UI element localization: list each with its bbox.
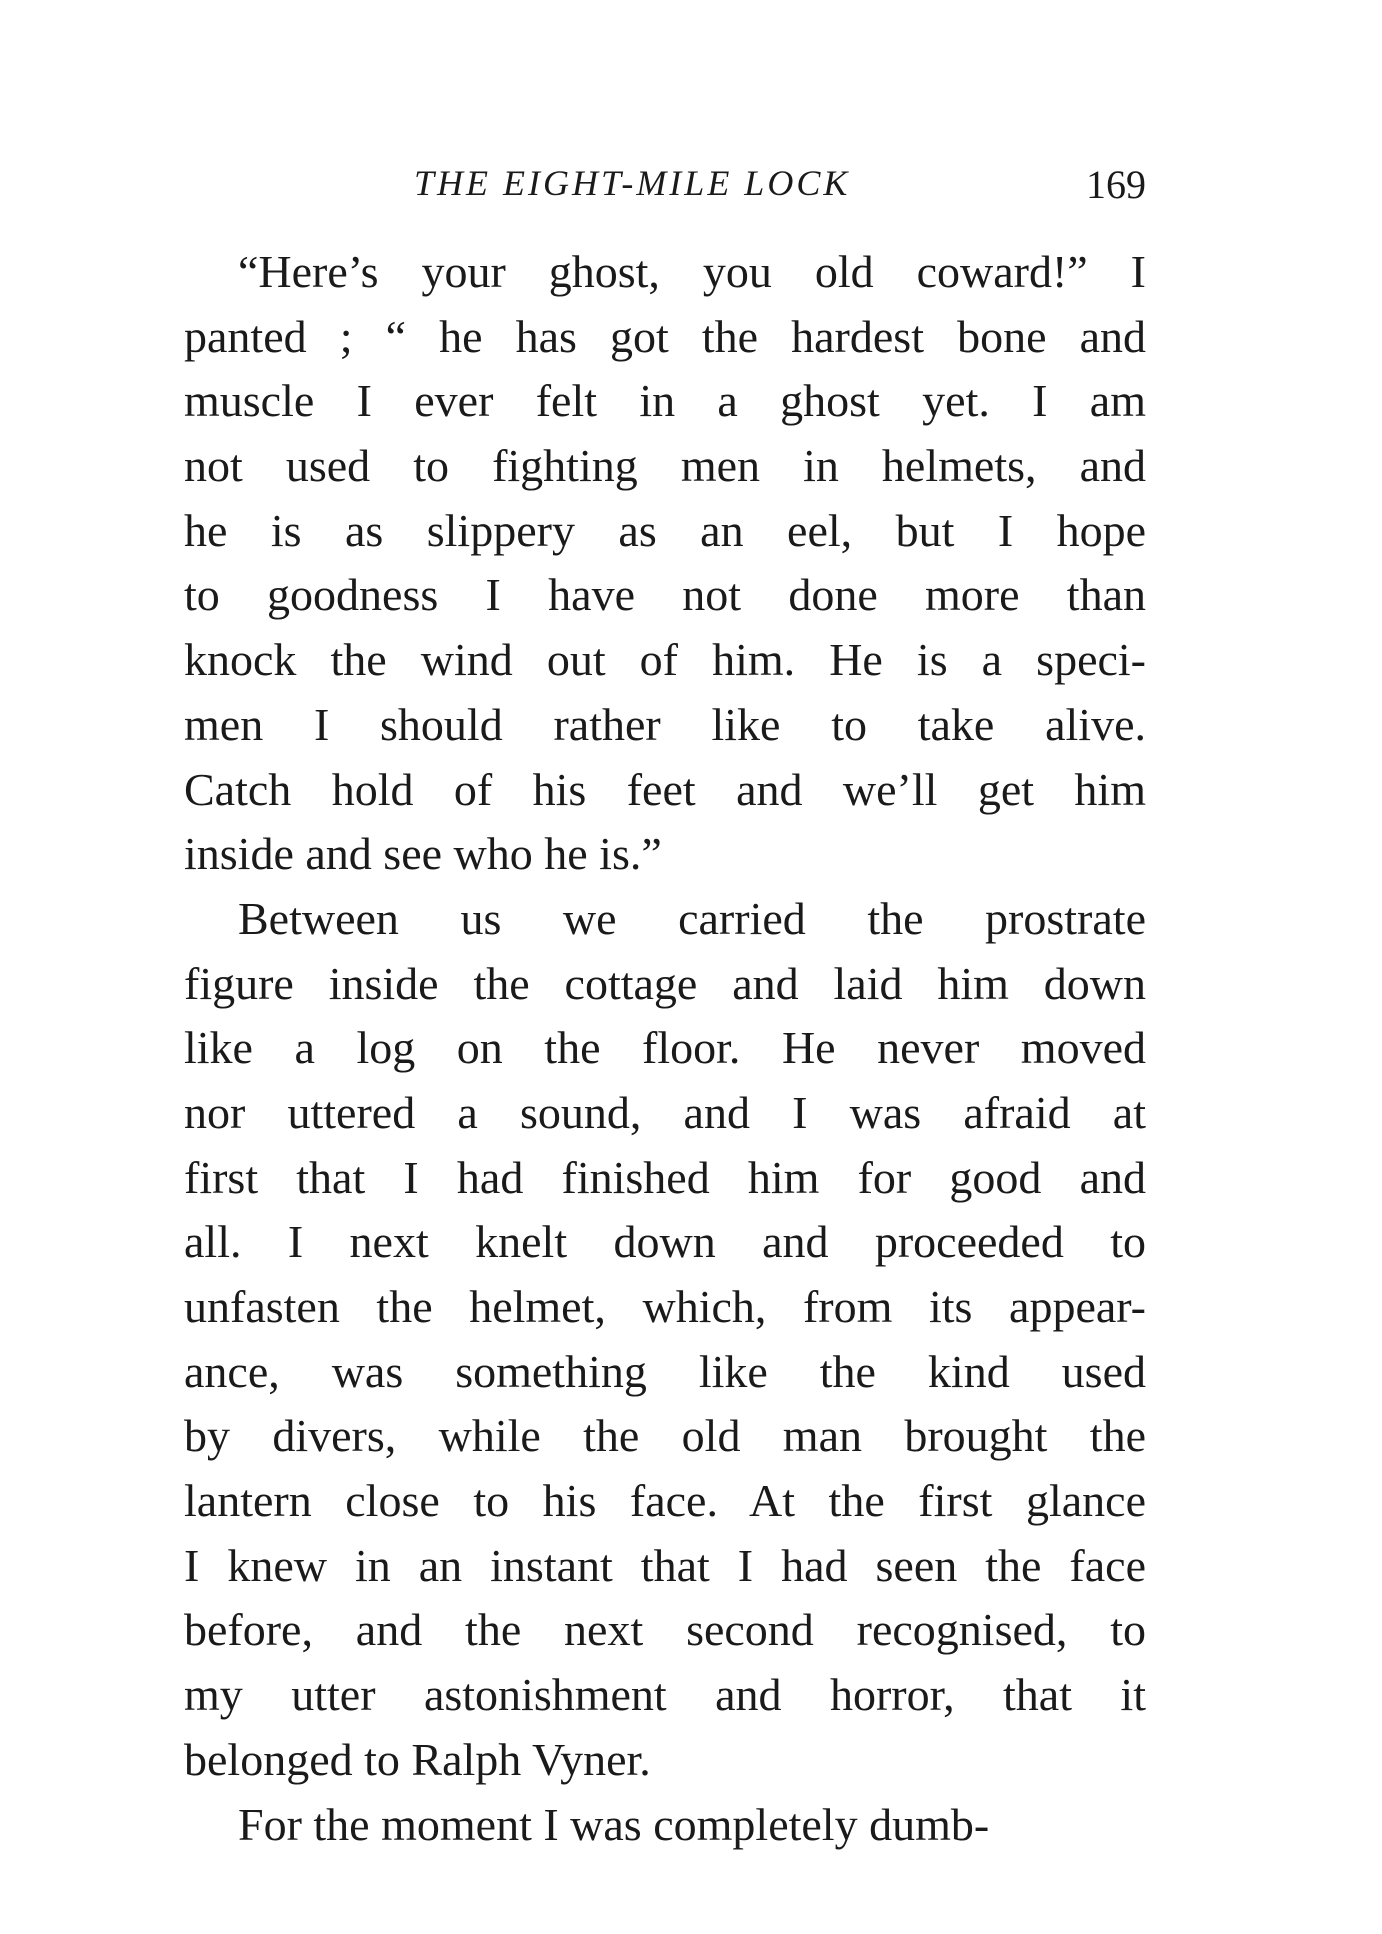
text-line: belonged to Ralph Vyner. bbox=[184, 1733, 651, 1785]
text-line: all. I next knelt down and proceeded to bbox=[184, 1216, 1146, 1268]
text-line: men I should rather like to take alive. bbox=[184, 698, 1146, 750]
text-line: panted ; “ he has got the hardest bone and bbox=[184, 310, 1146, 362]
text-line: by divers, while the old man brought the bbox=[184, 1410, 1146, 1462]
running-title: THE EIGHT-MILE LOCK bbox=[414, 163, 851, 203]
text-line: unfasten the helmet, which, from its appear- bbox=[184, 1281, 1146, 1332]
text-line: to goodness I have not done more than bbox=[184, 569, 1146, 621]
text-line: Catch hold of his feet and we’ll get him bbox=[184, 763, 1146, 815]
text-line: ance, was something like the kind used bbox=[184, 1345, 1146, 1397]
text-line: figure inside the cottage and laid him down bbox=[184, 957, 1146, 1009]
text-line: he is as slippery as an eel, but I hope bbox=[184, 504, 1146, 556]
text-line: inside and see who he is.” bbox=[184, 828, 662, 880]
text-line: “Here’s your ghost, you old coward!” I bbox=[238, 246, 1146, 297]
text-line: my utter astonishment and horror, that it bbox=[184, 1669, 1146, 1721]
text-line: before, and the next second recognised, to bbox=[184, 1604, 1146, 1656]
page-number: 169 bbox=[1086, 162, 1146, 207]
text-line: muscle I ever felt in a ghost yet. I am bbox=[184, 375, 1146, 427]
text-line: I knew in an instant that I had seen the face bbox=[184, 1539, 1146, 1591]
running-head bbox=[184, 158, 1146, 208]
text-line: lantern close to his face. At the first glance bbox=[184, 1475, 1146, 1527]
text-line: Between us we carried the prostrate bbox=[238, 892, 1146, 944]
text-line: first that I had finished him for good and bbox=[184, 1151, 1146, 1203]
text-line: nor uttered a sound, and I was afraid at bbox=[184, 1086, 1146, 1138]
text-line: For the moment I was completely dumb- bbox=[238, 1798, 990, 1850]
body-text bbox=[184, 240, 1146, 1857]
text-line: like a log on the floor. He never moved bbox=[184, 1022, 1146, 1074]
text-line: not used to fighting men in helmets, and bbox=[184, 440, 1146, 492]
text-line: knock the wind out of him. He is a speci- bbox=[184, 634, 1146, 686]
